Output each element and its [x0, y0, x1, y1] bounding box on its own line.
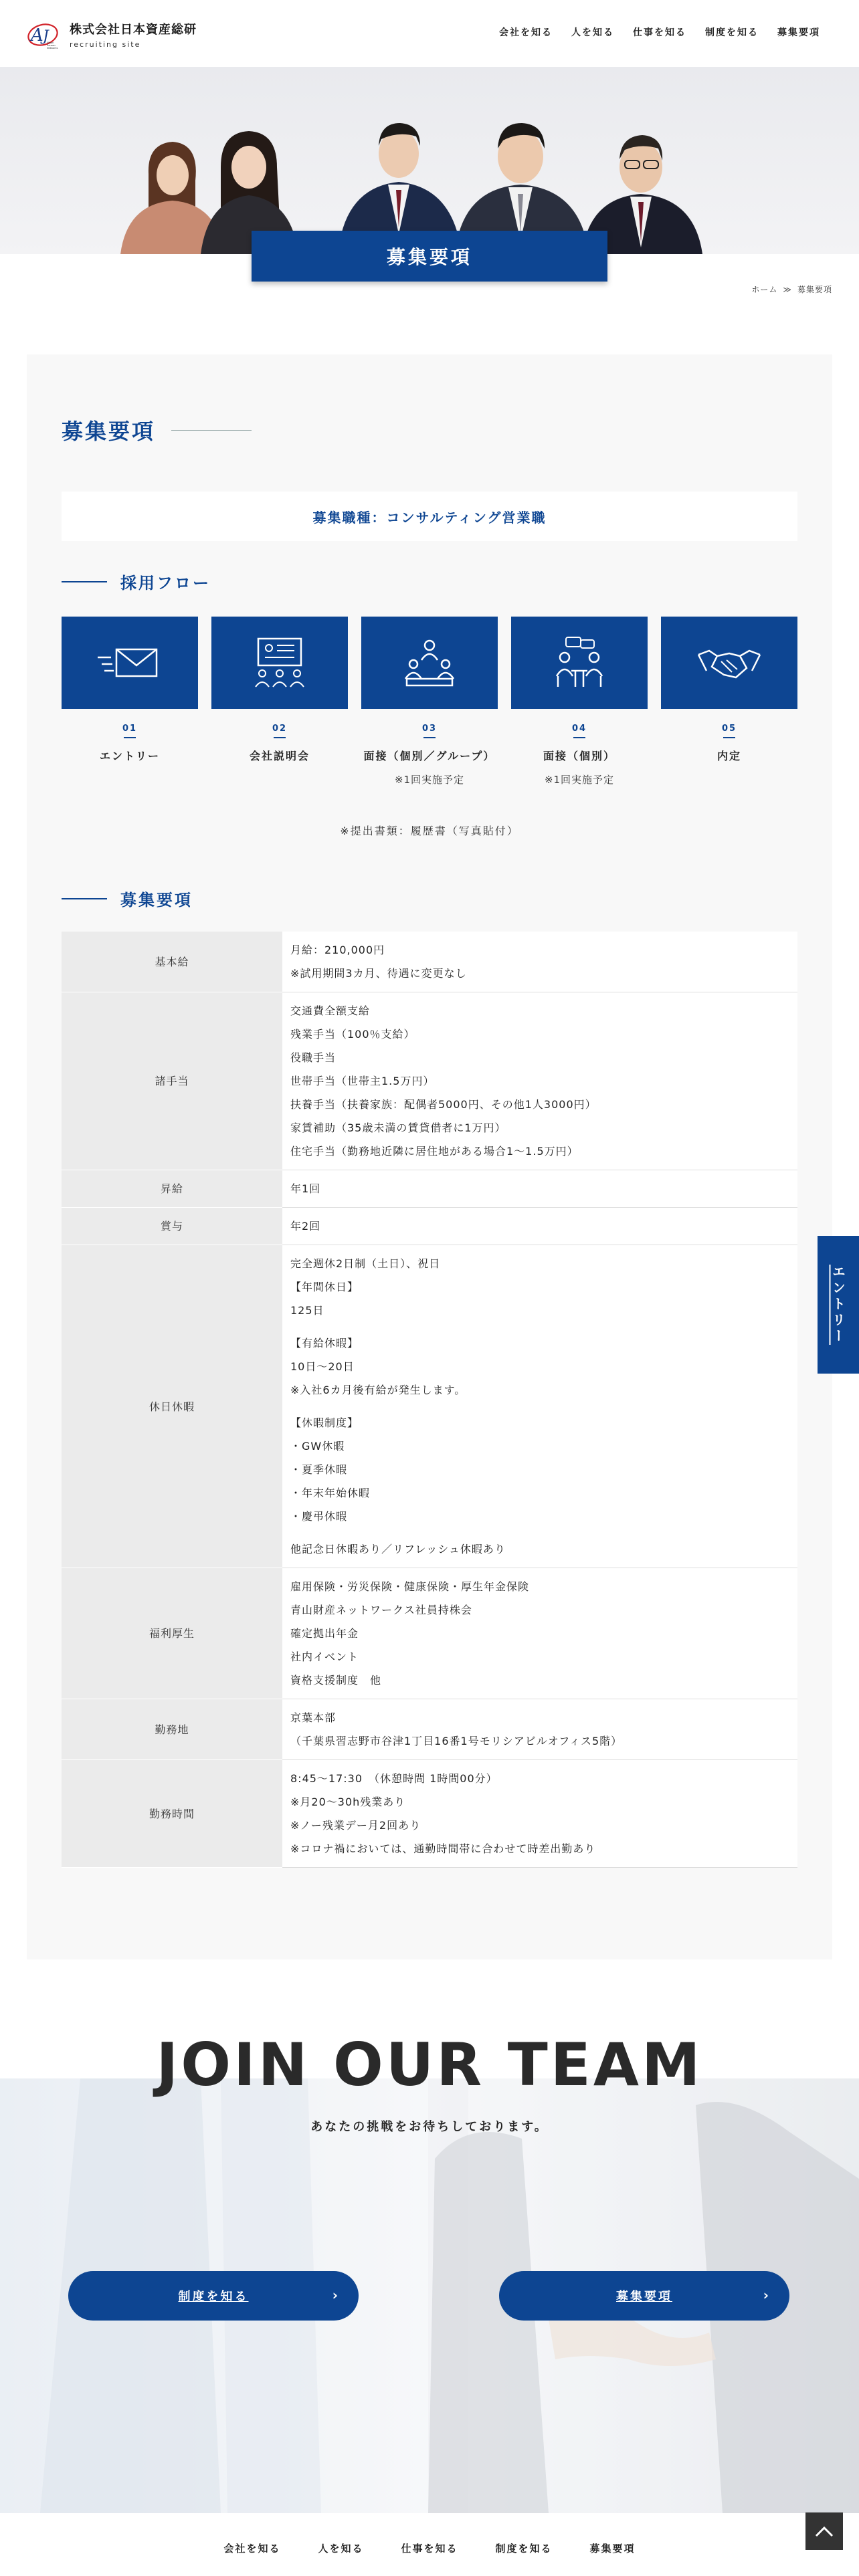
footer-nav-people[interactable]: 人を知る — [318, 2543, 364, 2555]
logo-company-name: 株式会社日本資産総研 — [70, 23, 197, 37]
hero-photo — [0, 67, 859, 254]
flow-step — [661, 617, 797, 786]
footer-nav-system[interactable]: 制度を知る — [495, 2543, 553, 2555]
row-label: 勤務地 — [62, 1699, 282, 1760]
table-row — [62, 1245, 797, 1568]
table-row — [62, 1208, 797, 1245]
row-value: 完全週休2日制（土日）、祝日 【年間休日】 125日 【有給休暇】 10日～20日 ※入社6カ月後有給が発生します。 【休暇制度】 ・GW休暇 ・夏季休暇 ・年末年始休暇 ・慶弔休暇 他記念日休暇あり／リフレッシュ休暇あり — [282, 1245, 797, 1568]
svg-text:A: A — [31, 25, 43, 45]
button-label: 制度を知る — [178, 2290, 249, 2304]
row-value: 年2回 — [282, 1208, 797, 1245]
heading-dash — [62, 581, 107, 582]
nav-work[interactable]: 仕事を知る — [633, 27, 686, 38]
section-title — [62, 415, 252, 445]
table-row — [62, 932, 797, 992]
row-value: 月給：210,000円 ※試用期間3カ月、待遇に変更なし — [282, 932, 797, 992]
nav-system[interactable]: 制度を知る — [705, 27, 759, 38]
table-row — [62, 1568, 797, 1699]
join-subtitle: あなたの挑戦をお待ちしております。 — [310, 2120, 549, 2134]
heading-dash — [62, 898, 107, 899]
footer-nav-work[interactable]: 仕事を知る — [401, 2543, 458, 2555]
group-interview-icon — [361, 617, 498, 709]
title-rule — [171, 430, 252, 431]
flow-step-number: 01 — [122, 724, 138, 734]
svg-text:J: J — [43, 27, 49, 45]
row-label: 福利厚生 — [62, 1568, 282, 1699]
nav-company[interactable]: 会社を知る — [499, 27, 553, 38]
flow-step-number: 05 — [721, 724, 737, 734]
flow-step-number: 03 — [421, 724, 438, 734]
individual-interview-icon — [511, 617, 648, 709]
flow-step-number: 04 — [571, 724, 587, 734]
chevron-right-icon: › — [332, 2287, 340, 2303]
breadcrumb — [751, 284, 832, 295]
job-type-box: 募集職種：コンサルティング営業職 — [62, 492, 797, 541]
site-logo[interactable] — [27, 20, 197, 49]
flow-step — [211, 617, 348, 786]
recruitment-link-button[interactable] — [499, 2271, 789, 2321]
submit-documents-note: ※提出書類：履歴書（写真貼付） — [340, 825, 519, 837]
flow-step-label: 会社説明会 — [249, 750, 310, 762]
flow-step-number: 02 — [272, 724, 288, 734]
row-value: 京葉本部 （千葉県習志野市谷津1丁目16番1号モリシアビルオフィス5階） — [282, 1699, 797, 1760]
row-value: 雇用保険・労災保険・健康保険・厚生年金保険 青山財産ネットワークス社員持株会 確定拠出年金 社内イベント 資格支援制度 他 — [282, 1568, 797, 1699]
envelope-icon — [62, 617, 198, 709]
page-title: 募集要項 — [386, 246, 472, 268]
button-label: 募集要項 — [616, 2290, 672, 2304]
row-value: 年1回 — [282, 1170, 797, 1208]
svg-text:Nihon: Nihon — [47, 41, 54, 44]
row-label: 賞与 — [62, 1208, 282, 1245]
requirements-table — [62, 932, 797, 1868]
row-value: 8:45～17:30 （休憩時間 1時間00分） ※月20～30h残業あり ※ノー残業デー月2回あり ※コロナ禍においては、通勤時間帯に合わせて時差出勤あり — [282, 1760, 797, 1868]
table-row — [62, 1699, 797, 1760]
table-row — [62, 1170, 797, 1208]
join-title: JOIN OUR TEAM — [156, 2030, 703, 2099]
flow-step-label: 面接（個別） — [543, 750, 615, 762]
breadcrumb-separator: ≫ — [783, 285, 792, 294]
recruitment-panel — [27, 354, 832, 1959]
flow-step — [62, 617, 198, 786]
footer-nav-company[interactable]: 会社を知る — [223, 2543, 281, 2555]
table-row — [62, 992, 797, 1170]
chevron-right-icon: › — [763, 2287, 771, 2303]
row-label: 基本給 — [62, 932, 282, 992]
row-label: 諸手当 — [62, 992, 282, 1170]
flow-step-label: 内定 — [717, 750, 741, 762]
flow-heading — [62, 570, 211, 593]
hiring-flow — [62, 617, 797, 786]
requirements-heading — [62, 887, 193, 910]
nav-people[interactable]: 人を知る — [571, 27, 614, 38]
svg-text:Sousan: Sousan — [47, 43, 56, 47]
svg-text:Networks: Networks — [47, 46, 58, 49]
flow-step-label: 面接（個別／グループ） — [363, 750, 496, 762]
flow-heading-text: 採用フロー — [120, 574, 211, 593]
flow-step-note: ※1回実施予定 — [394, 774, 465, 786]
system-link-button[interactable] — [68, 2271, 359, 2321]
logo-subtitle: recruiting site — [70, 40, 141, 49]
site-header — [0, 0, 859, 67]
row-label: 勤務時間 — [62, 1760, 282, 1868]
handshake-icon — [661, 617, 797, 709]
section-title-text: 募集要項 — [62, 419, 156, 444]
entry-tab-label: エントリー — [830, 1265, 846, 1345]
row-label: 昇給 — [62, 1170, 282, 1208]
breadcrumb-home[interactable]: ホーム — [751, 285, 778, 294]
nav-recruitment[interactable]: 募集要項 — [777, 27, 820, 38]
hero-title-box — [252, 231, 607, 282]
requirements-heading-text: 募集要項 — [120, 891, 193, 909]
footer-nav-recruitment[interactable]: 募集要項 — [589, 2543, 636, 2555]
back-to-top-button[interactable] — [805, 2512, 843, 2550]
entry-side-tab[interactable] — [818, 1236, 859, 1374]
presentation-icon — [211, 617, 348, 709]
table-row — [62, 1760, 797, 1868]
chevron-up-icon — [814, 2525, 834, 2538]
flow-step — [361, 617, 498, 786]
flow-step-label: エントリー — [99, 750, 160, 762]
row-value: 交通費全額支給 残業手当（100％支給） 役職手当 世帯手当（世帯主1.5万円） 扶養手当（扶養家族：配偶者5000円、その他1人3000円） 家賃補助（35歳未満の賃貸借者に1万円） 住宅手当（勤務地近隣に居住地がある場合1～1.5万円） — [282, 992, 797, 1170]
breadcrumb-current: 募集要項 — [797, 285, 832, 294]
footer-nav — [0, 2541, 859, 2555]
row-label: 休日休暇 — [62, 1245, 282, 1568]
global-nav — [499, 25, 820, 39]
logo-mark-icon — [27, 21, 60, 49]
flow-step-note: ※1回実施予定 — [544, 774, 615, 786]
flow-step — [511, 617, 648, 786]
